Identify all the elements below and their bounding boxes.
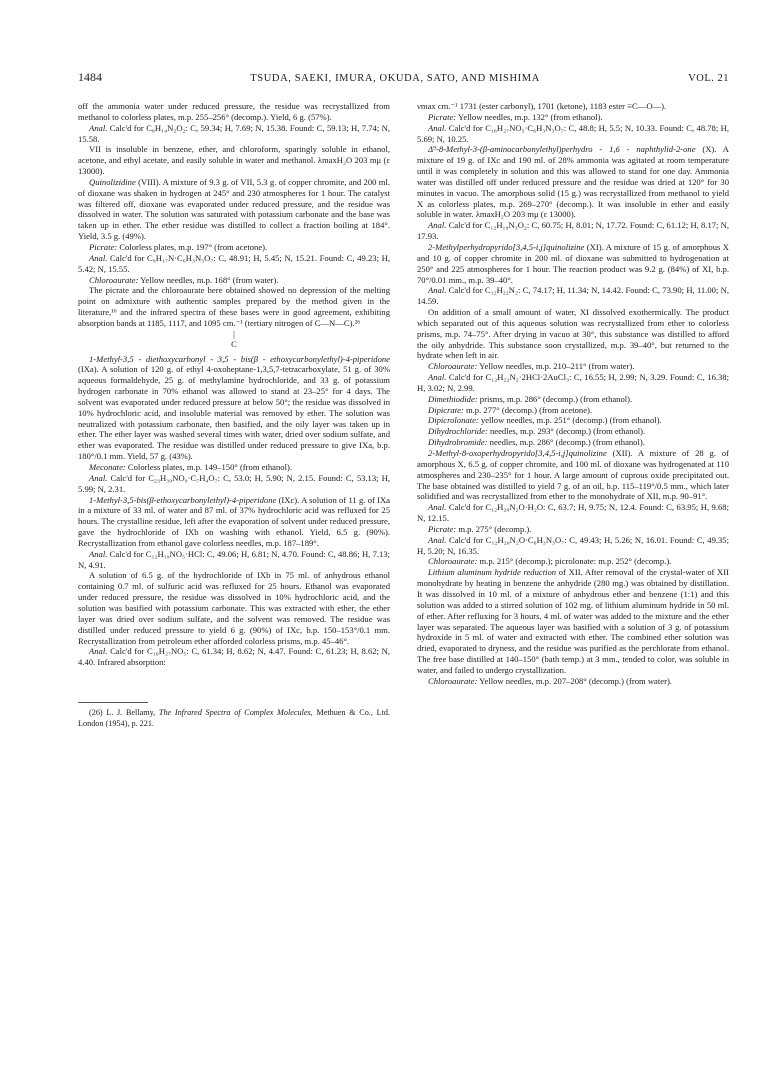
paragraph-text: yellow needles, m.p. 251° (decomp.) (from ethanol). [478,415,662,426]
paragraph [417,220,729,242]
paragraph [78,570,390,646]
author-line: TSUDA, SAEKI, IMURA, OKUDA, SATO, AND MISHIMA [250,73,540,84]
paragraph [417,556,729,567]
footnote-rest: Methuen & Co., Ltd. London (1954), p. 221. [78,708,390,728]
paragraph-text: m.p. 275° (decomp.). [456,523,532,534]
paragraph-lead: Picrate: [89,241,118,252]
paragraph-text: Yellow needles, m.p. 207–208° (decomp.) (from water). [477,675,672,686]
paragraph-lead: 1-Methyl-3,5 - diethoxycarbonyl - 3,5 - bis(β - ethoxycarbonylethyl)-4-piperidone [89,353,390,364]
paragraph [417,101,729,112]
paragraph [417,524,729,535]
paragraph-lead: 1-Methyl-3,5-bis(β-ethoxycarbonylethyl)-4-piperidone [89,494,277,505]
paragraph [417,567,729,675]
section-marker [78,329,390,339]
running-header [78,70,729,85]
paragraph [417,242,729,285]
paragraph-lead: Anal. [428,372,447,383]
paragraph-text: (XII). A mixture of 28 g. of amorphous X, 6.5 g. of copper chromite, and 100 ml. of dioxane was hydrogenated at 110 atmospheres and 230–235° for 1 hour. A large amount of cuprous oxide precipitated out. The base obtained was distilled to yield 7 g. of an oil, b.p. 115–119°/0.5 mm., which later solidified and was recrystallized from ether to the monohydrate of XII, m.p. 90–91°. [417,448,729,502]
paragraph-lead: Anal. [89,646,108,657]
paragraph-text: The picrate and the chloroaurate here obtained showed no depression of the melting point on admixture with authentic samples prepared by the method given in the literature,¹⁶ and the infrared spectra of these bases were in good agreement, exhibiting absorption bands at 1185, 1117, and 1095 cm.⁻¹ (tertiary nitrogen of C—N—C).²⁶ [78,285,390,328]
paragraph-lead: Dipicrate: [428,404,464,415]
paragraph-lead: Dimethiodide: [428,393,478,404]
paragraph-text: νmax cm.⁻¹ 1731 (ester carbonyl), 1701 (ketone), 1183 ester ≡C—O—). [417,101,667,111]
paragraph [78,144,390,177]
paragraph [78,549,390,571]
paragraph [417,415,729,426]
section-marker [78,339,390,350]
paragraph-text: A solution of 6.5 g. of the hydrochloride of IXb in 75 ml. of anhydrous ethanol containing 0.7 ml. of sulfuric acid was refluxed for 25 hours. Ethanol was evaporated under reduced pressure, the residue was dissolved in 10% hydrochloric acid, and the solution was basified with potassium carbonate. This was extracted with ether, the ether layer was dried over sodium sulfate, and the solvent was removed. The residue was distilled under reduced pressure to yield 6 g. (90%) of IXc, b.p. 150–153°/0.1 mm. Recrystallization from petroleum ether afforded colorless prisms, m.p. 45–46°. [78,570,390,646]
volume-label: VOL. 21 [688,73,729,84]
paragraph [78,101,390,123]
paragraph [78,253,390,275]
page-number: 1484 [78,70,102,84]
paragraph-text: Calc'd for C₁₂H₂₂N₂·2HCl·2AuCl₃: C, 16.55; H, 2.99; N, 3.29. Found: C, 16.38; H, 3.02; N, 2.99. [417,372,729,393]
paragraph-lead: 2-Methyl-8-oxoperhydropyrido[3,4,5-i,j]quinolizine [428,448,607,458]
paragraph-text: Yellow needles, m.p. 132° (from ethanol). [456,111,603,122]
paragraph-text: (VIII). A mixture of 9.3 g. of VII, 5.3 g. of copper chromite, and 200 ml. of dioxane was shaken in hydrogen at 245° and 230 atmospheres for 1 hour. The catalyst was filtered off, dioxane was evaporated under reduced pressure, and the residue was dissolved in water. The solution was saturated with potassium carbonate and the base was taken up in ether. The ether residue was distilled to collect a fraction boiling at 184°. Yield, 3.5 g. (49%). [78,176,390,242]
paragraph-lead: Anal. [89,122,108,133]
paragraph-lead: Anal. [428,502,447,513]
paragraph [417,405,729,416]
paragraph-text: Yellow needles, m.p. 168° (from water). [138,274,279,285]
paragraph [78,354,390,462]
paragraph-lead: Dihydrobromide: [428,437,488,448]
paragraph-text: Colorless plates, m.p. 149–150° (from ethanol). [125,462,292,472]
paragraph-text: Calc'd for C₈H₁₄N₂O₂: C, 59.34; H, 7.69; N, 15.38. Found: C, 59.13; H, 7.74; N, 15.58. [78,122,390,144]
paragraph-text: | [233,328,235,339]
paragraph-lead: 2-Methylperhydropyrido[3,4,5-i,j]quinolizine [428,241,585,252]
paragraph [417,285,729,307]
paragraph-lead: Lithium aluminum hydride reduction [428,567,557,578]
paragraph-text: Calc'd for C₁₆H₂₇NO₅: C, 61.34; H, 8.62; N, 4.47. Found: C, 61.23; H, 8.62; N, 4.40. Infrared absorption: [78,646,390,668]
paragraph [78,242,390,253]
paragraph [78,177,390,242]
paragraph-lead: Anal. [89,548,108,559]
paragraph [417,502,729,524]
paragraph-text: On addition of a small amount of water, XI dissolved exothermically. The product which separated out of this aqueous solution was recrystallized from ether to colorless prisms, m.p. 74–75°. After drying in vacuo at 30°, this substance was distilled to afford the oily anhydride. This substance soon crystallized, m.p. 39–40°, but returned to the hydrate when left in air. [417,307,729,361]
paragraph [417,361,729,372]
paragraph-text: Yellow needles, m.p. 210–211° (from water). [477,361,635,372]
footnote [78,708,390,729]
paragraph [417,307,729,361]
paragraph [417,123,729,145]
paragraph-lead: Picrate: [428,111,457,122]
paragraph-text: VII is insoluble in benzene, ether, and chloroform, sparingly soluble in ethanol, acetone, and ethyl acetate, and easily soluble in water and methanol. λmaxH₂O 203 mμ (ε 13000). [78,144,390,177]
paragraph-lead: Anal. [428,122,447,133]
paragraph [417,394,729,405]
paragraph [417,426,729,437]
paragraph-text: needles, m.p. 293° (decomp.) (from ethanol). [487,426,646,437]
paragraph-lead: Δ⁹-8-Methyl-3-(β-aminocarbonylethyl)perhydro - 1,6 - naphthylid-2-one [428,144,696,155]
paragraph-lead: Chloroaurate: [89,274,139,285]
paragraph-lead: Dihydrochloride: [428,426,488,437]
paragraph-lead: Picrate: [428,523,457,534]
footnote-number: (26) [89,708,103,718]
paragraph-text: Calc'd for C₂₃H₃₉NO₉·C₇H₄O₇: C, 53.0; H, 5.90; N, 2.15. Found: C, 53.13; H, 5.99; N, 2.31. [78,472,390,494]
paragraph [417,535,729,557]
paragraph-lead: Dipicrolonate: [428,415,479,426]
paragraph-lead: Anal. [89,252,108,263]
paragraph [417,676,729,687]
paragraph [417,144,729,220]
paragraph [78,285,390,328]
paragraph-text: m.p. 215° (decomp.); picrolonate: m.p. 252° (decomp.). [477,556,672,567]
right-column [417,101,729,729]
paragraph-text: Calc'd for C₁₂H₂₀N₂O·C₆H₃N₃O₇: C, 49.43; H, 5.26; N, 16.01. Found: C, 49.35; H, 5.20; N, 16.35. [417,534,729,556]
paragraph-text: C [231,338,237,349]
footnote-rule [78,702,148,703]
paragraph-text: (X). A mixture of 19 g. of IXc and 190 ml. of 28% ammonia was agitated at room temperature until it was completely in solution and this was allowed to stand for one day. Ammonia water was distilled off under reduced pressure and the residue was dried at 120° for 30 minutes in vacuo. The amorphous solid (15 g.) was recrystallized from methanol to yield X as colorless plates, m.p. 269–270° (decomp.). It was insoluble in ether and easily soluble in water. λmaxH₂O 203 mμ (ε 13000). [417,144,729,220]
paragraph-lead: Chloroaurate: [428,556,478,567]
paragraph [417,437,729,448]
paragraph [417,112,729,123]
paragraph-text: (XI). A mixture of 15 g. of amorphous X and 10 g. of copper chromite in 200 ml. of dioxane was submitted to hydrogenation at 250° and 225 atmospheres for 1 hour. The reaction product was 9.2 g. (84%) of XI, b.p. 70°/0.01 mm., m.p. 39–40°. [417,241,729,285]
paragraph-text: (IXa). A solution of 120 g. of ethyl 4-oxoheptane-1,3,5,7-tetracarboxylate, 51 g. of 30% aqueous formaldehyde, 25 g. of methylamine hydrochloride, and 33 g. of potassium hydrogen carbonate in 70% ethanol was allowed to stand at 23–25° for 4 days. The solvent was evaporated under reduced pressure at below 50°; the residue was dissolved in 10% hydrochloric acid, and insoluble material was removed by ether. The solution was neutralized with potassium carbonate, then basified, and the oily layer was taken up in ether. The ether layer was washed several times with water, dried over sodium sulfate, and ether was evaporated. The residue was distilled under reduced pressure to give IXa, b.p. 180°/0.1 mm. Yield, 57 g. (43%). [78,364,390,462]
paragraph-text: Calc'd for C₁₂H₁₉N₃O₂: C, 60.75; H, 8.01; N, 17.72. Found: C, 61.12; H, 8.17; N, 17.93. [417,220,729,242]
paragraph [417,448,729,502]
paragraph-text: m.p. 277° (decomp.) (from acetone). [463,404,593,415]
paragraph-lead: Meconate: [89,462,126,472]
paragraph-text: needles, m.p. 286° (decomp.) (from ethanol). [487,437,645,448]
paragraph-text: prisms, m.p. 286° (decomp.) (from ethanol). [477,393,633,404]
paragraph [78,646,390,668]
paragraph-text: Calc'd for C₁₂H₂₂N₂: C, 74.17; H, 11.34; N, 14.42. Found: C, 73.90; H, 11.00; N, 14.59. [417,285,729,307]
paragraph-text: off the ammonia water under reduced pressure, the residue was recrystallized from methanol to colorless plates, m.p. 255–256° (decomp.). Yield, 6 g. (57%). [78,101,390,122]
paragraph-lead: Anal. [428,220,447,231]
footnote-text: L. J. Bellamy, [102,708,159,718]
paragraph [78,473,390,495]
footnote-title: The Infrared Spectra of Complex Molecules, [158,708,313,718]
paragraph-lead: Chloroaurate: [428,675,478,686]
paragraph [78,275,390,286]
paragraph-lead: Quinolizidine [89,176,136,187]
paragraph-lead: Anal. [428,285,447,296]
paragraph-lead: Anal. [428,534,447,545]
left-column [78,101,390,729]
paragraph-text: Calc'd for C₁₆H₂₇NO₅·C₆H₃N₃O₇: C, 48.8; H, 5.5; N, 10.33. Found: C, 48.78; H, 5.69; N, 10.25. [417,122,729,144]
two-column-body [78,101,729,729]
paragraph-text: of XII. After removal of the crystal-water of XII monohydrate by heating in benzene the anhydride (280 mg.) was obtained by distillation. It was dissolved in 10 ml. of a mixture of anhydrous ether and benzene (1:1) and this solution was added to a stirred solution of 102 mg. of lithium aluminum hydride in 50 ml. of ether. After refluxing for 3 hours, 4 ml. of water was added to the mixture and the ether layer was separated. The aqueous layer was basified with a solution of 3 g. of potassium hydroxide in 5 ml. of water and extracted with ether. The combined ether solution was dried, evaporated to dryness, and the residue was purified as the perchlorate from ethanol. The free base distilled at 140–150° (bath temp.) at 3 mm., tended to color, was soluble in water, and failed to undergo crystallization. [417,567,729,675]
paragraph-lead: Anal. [89,472,108,483]
paragraph-text: Calc'd for C₁₂H₂₀N₂O·H₂O: C, 63.7; H, 9.75; N, 12.4. Found: C, 63.95; H, 9.68; N, 12.15. [417,502,729,524]
paragraph-text: (IXc). A solution of 11 g. of IXa in a mixture of 33 ml. of water and 87 ml. of 37% hydrochloric acid was refluxed for 25 hours. The crystalline residue, left after the evaporation of solvent under reduced pressure, gave the hydrochloride of IXb on washing with ethanol. Yield, 6.5 g. (90%). Recrystallization from ethanol gave colorless needles, m.p. 187–189°. [78,494,390,548]
paragraph-lead: Chloroaurate: [428,361,478,372]
paragraph-text: Colorless plates, m.p. 197° (from acetone). [117,241,268,252]
paragraph-text: Calc'd for C₁₂H₁₉NO₅·HCl: C, 49.06; H, 6.81; N, 4.70. Found: C, 48.86; H, 7.13; N, 4.91. [78,548,390,570]
paragraph [417,372,729,394]
paragraph [78,495,390,549]
paragraph [78,462,390,473]
paragraph-text: Calc'd for C₉H₁₇N·C₆H₃N₃O₇: C, 48.91; H, 5.45; N, 15.21. Found: C, 49.23; H, 5.42; N, 15.55. [78,252,390,274]
paragraph [78,123,390,145]
